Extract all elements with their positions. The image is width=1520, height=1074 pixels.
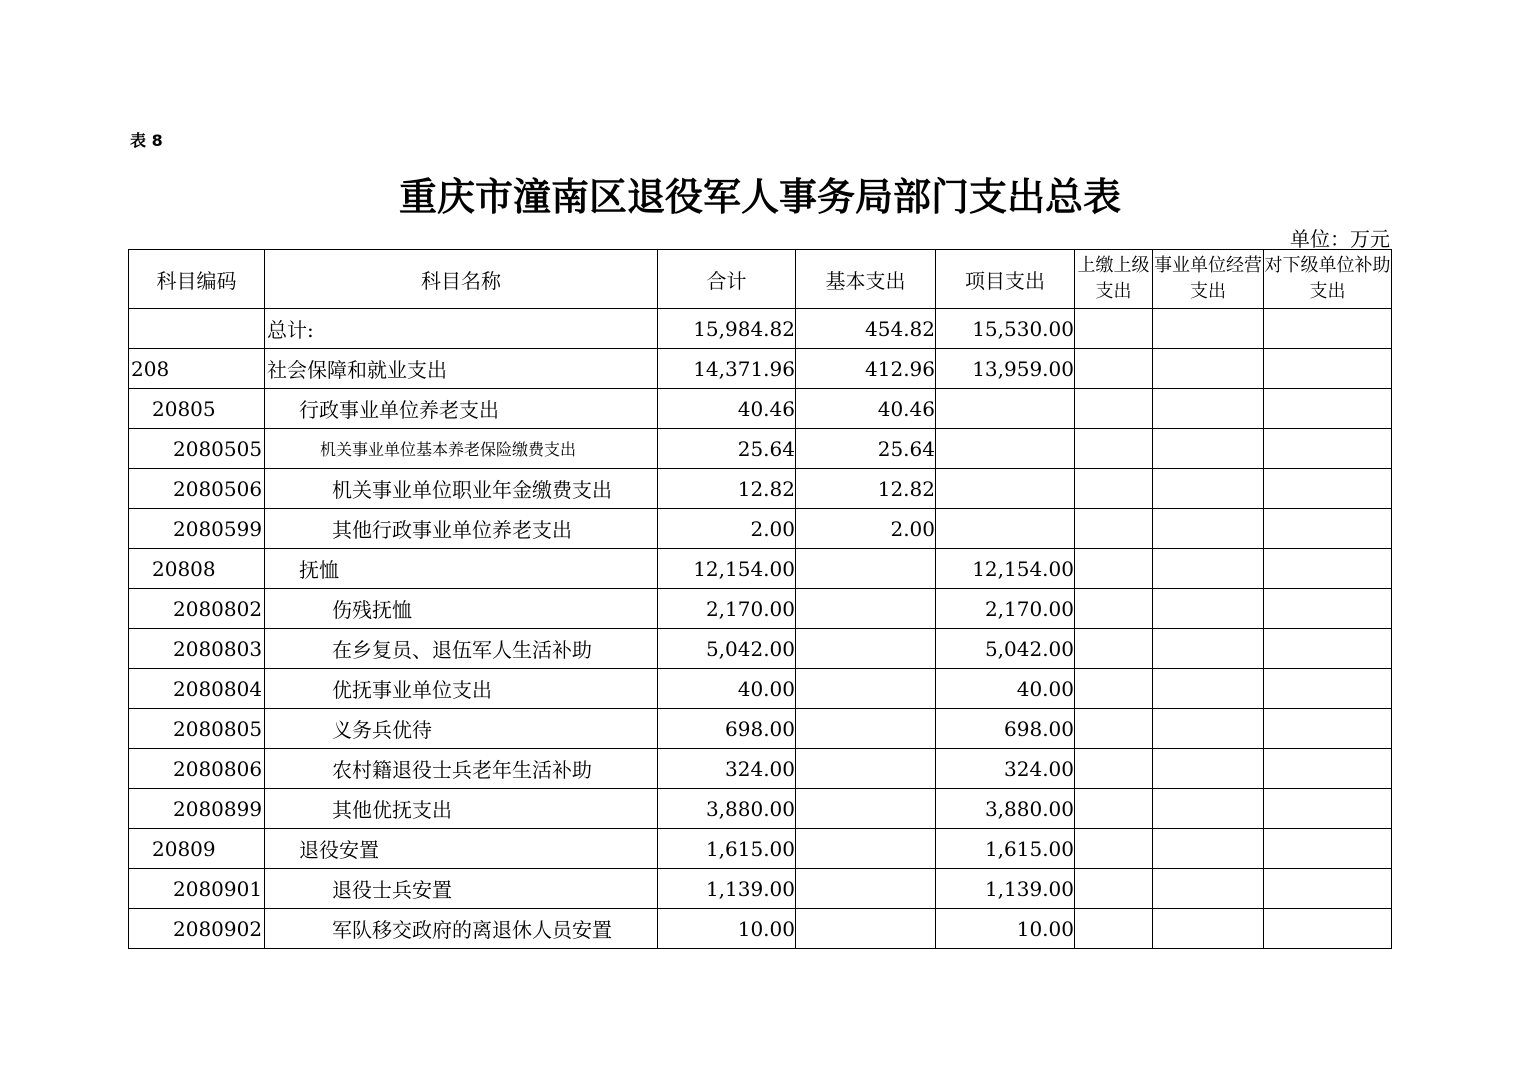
- subsidy-value: [1264, 469, 1392, 509]
- subject-name: 社会保障和就业支出: [265, 349, 658, 389]
- total-value: 2.00: [658, 509, 796, 549]
- subject-name: 机关事业单位职业年金缴费支出: [265, 469, 658, 509]
- project-value: 2,170.00: [936, 589, 1075, 629]
- page-title: 重庆市潼南区退役军人事务局部门支出总表: [398, 175, 1121, 219]
- upper-value: [1075, 749, 1153, 789]
- total-value: 25.64: [658, 429, 796, 469]
- upper-value: [1075, 429, 1153, 469]
- basic-value: [796, 709, 936, 749]
- subject-code: 20809: [129, 829, 265, 869]
- col-header-name: 科目名称: [265, 250, 658, 309]
- upper-value: [1075, 589, 1153, 629]
- total-value: 14,371.96: [658, 349, 796, 389]
- table-row: [129, 509, 1392, 549]
- business-value: [1153, 429, 1264, 469]
- subsidy-value: [1264, 589, 1392, 629]
- project-value: 5,042.00: [936, 629, 1075, 669]
- upper-value: [1075, 829, 1153, 869]
- subsidy-value: [1264, 789, 1392, 829]
- subject-code: 20808: [129, 549, 265, 589]
- total-value: 3,880.00: [658, 789, 796, 829]
- upper-value: [1075, 469, 1153, 509]
- subsidy-value: [1264, 349, 1392, 389]
- total-value: 12.82: [658, 469, 796, 509]
- basic-value: 25.64: [796, 429, 936, 469]
- basic-value: [796, 829, 936, 869]
- subject-name: 机关事业单位基本养老保险缴费支出: [265, 429, 658, 469]
- table-row: [129, 829, 1392, 869]
- subsidy-value: [1264, 869, 1392, 909]
- total-value: 5,042.00: [658, 629, 796, 669]
- project-value: [936, 509, 1075, 549]
- total-value: 2,170.00: [658, 589, 796, 629]
- col-header-subsidy: 对下级单位补助支出: [1264, 250, 1392, 309]
- business-value: [1153, 589, 1264, 629]
- subject-code: 2080901: [129, 869, 265, 909]
- subject-code: 20805: [129, 389, 265, 429]
- subsidy-value: [1264, 509, 1392, 549]
- total-value: 15,984.82: [658, 309, 796, 349]
- subject-name: 总计:: [265, 309, 658, 349]
- table-row: [129, 909, 1392, 949]
- business-value: [1153, 749, 1264, 789]
- subject-code: [129, 309, 265, 349]
- subject-code: 2080899: [129, 789, 265, 829]
- subject-name: 农村籍退役士兵老年生活补助: [265, 749, 658, 789]
- basic-value: [796, 589, 936, 629]
- col-header-project: 项目支出: [936, 250, 1075, 309]
- subsidy-value: [1264, 709, 1392, 749]
- table-row: [129, 389, 1392, 429]
- subject-name: 行政事业单位养老支出: [265, 389, 658, 429]
- business-value: [1153, 829, 1264, 869]
- upper-value: [1075, 709, 1153, 749]
- table-row: [129, 709, 1392, 749]
- business-value: [1153, 309, 1264, 349]
- basic-value: [796, 549, 936, 589]
- table-row: [129, 349, 1392, 389]
- subject-code: 2080599: [129, 509, 265, 549]
- table-row: [129, 629, 1392, 669]
- subsidy-value: [1264, 429, 1392, 469]
- basic-value: [796, 669, 936, 709]
- table-row: [129, 549, 1392, 589]
- unit-label: 单位：万元: [1290, 227, 1390, 251]
- basic-value: [796, 749, 936, 789]
- basic-value: 454.82: [796, 309, 936, 349]
- upper-value: [1075, 909, 1153, 949]
- subsidy-value: [1264, 829, 1392, 869]
- upper-value: [1075, 309, 1153, 349]
- project-value: 40.00: [936, 669, 1075, 709]
- table-row: [129, 309, 1392, 349]
- table-row: [129, 669, 1392, 709]
- total-value: 40.46: [658, 389, 796, 429]
- subsidy-value: [1264, 309, 1392, 349]
- basic-value: 12.82: [796, 469, 936, 509]
- business-value: [1153, 789, 1264, 829]
- subject-code: 2080805: [129, 709, 265, 749]
- subsidy-value: [1264, 549, 1392, 589]
- col-header-total: 合计: [658, 250, 796, 309]
- business-value: [1153, 509, 1264, 549]
- subject-code: 2080803: [129, 629, 265, 669]
- subject-name: 伤残抚恤: [265, 589, 658, 629]
- subject-code: 2080505: [129, 429, 265, 469]
- subject-name: 退役士兵安置: [265, 869, 658, 909]
- business-value: [1153, 549, 1264, 589]
- subject-name: 退役安置: [265, 829, 658, 869]
- col-header-code: 科目编码: [129, 250, 265, 309]
- business-value: [1153, 389, 1264, 429]
- upper-value: [1075, 349, 1153, 389]
- subject-code: 2080506: [129, 469, 265, 509]
- project-value: 698.00: [936, 709, 1075, 749]
- basic-value: [796, 909, 936, 949]
- subject-code: 2080902: [129, 909, 265, 949]
- project-value: [936, 469, 1075, 509]
- project-value: [936, 389, 1075, 429]
- basic-value: 412.96: [796, 349, 936, 389]
- subject-name: 优抚事业单位支出: [265, 669, 658, 709]
- business-value: [1153, 349, 1264, 389]
- upper-value: [1075, 789, 1153, 829]
- project-value: 324.00: [936, 749, 1075, 789]
- subject-code: 2080802: [129, 589, 265, 629]
- project-value: 12,154.00: [936, 549, 1075, 589]
- subject-code: 208: [129, 349, 265, 389]
- table-row: [129, 869, 1392, 909]
- table-row: [129, 789, 1392, 829]
- col-header-business: 事业单位经营支出: [1153, 250, 1264, 309]
- basic-value: [796, 629, 936, 669]
- project-value: 10.00: [936, 909, 1075, 949]
- subsidy-value: [1264, 389, 1392, 429]
- project-value: 1,615.00: [936, 829, 1075, 869]
- subject-code: 2080806: [129, 749, 265, 789]
- upper-value: [1075, 549, 1153, 589]
- project-value: 3,880.00: [936, 789, 1075, 829]
- total-value: 12,154.00: [658, 549, 796, 589]
- table-row: [129, 429, 1392, 469]
- total-value: 40.00: [658, 669, 796, 709]
- upper-value: [1075, 669, 1153, 709]
- basic-value: 40.46: [796, 389, 936, 429]
- subject-name: 抚恤: [265, 549, 658, 589]
- total-value: 1,615.00: [658, 829, 796, 869]
- business-value: [1153, 869, 1264, 909]
- business-value: [1153, 709, 1264, 749]
- project-value: 13,959.00: [936, 349, 1075, 389]
- business-value: [1153, 469, 1264, 509]
- header-row: [129, 250, 1392, 309]
- table-number: 表 8: [130, 131, 163, 150]
- table-row: [129, 749, 1392, 789]
- table-row: [129, 589, 1392, 629]
- business-value: [1153, 669, 1264, 709]
- total-value: 1,139.00: [658, 869, 796, 909]
- expenditure-table: [128, 249, 1392, 949]
- col-header-upper: 上缴上级支出: [1075, 250, 1153, 309]
- total-value: 10.00: [658, 909, 796, 949]
- basic-value: 2.00: [796, 509, 936, 549]
- subsidy-value: [1264, 749, 1392, 789]
- basic-value: [796, 789, 936, 829]
- subject-name: 其他优抚支出: [265, 789, 658, 829]
- business-value: [1153, 629, 1264, 669]
- upper-value: [1075, 389, 1153, 429]
- upper-value: [1075, 629, 1153, 669]
- project-value: [936, 429, 1075, 469]
- subject-name: 军队移交政府的离退休人员安置: [265, 909, 658, 949]
- upper-value: [1075, 869, 1153, 909]
- subject-name: 其他行政事业单位养老支出: [265, 509, 658, 549]
- subject-name: 义务兵优待: [265, 709, 658, 749]
- subsidy-value: [1264, 909, 1392, 949]
- subject-name: 在乡复员、退伍军人生活补助: [265, 629, 658, 669]
- upper-value: [1075, 509, 1153, 549]
- subsidy-value: [1264, 629, 1392, 669]
- total-value: 698.00: [658, 709, 796, 749]
- basic-value: [796, 869, 936, 909]
- total-value: 324.00: [658, 749, 796, 789]
- project-value: 1,139.00: [936, 869, 1075, 909]
- subject-code: 2080804: [129, 669, 265, 709]
- table-row: [129, 469, 1392, 509]
- business-value: [1153, 909, 1264, 949]
- project-value: 15,530.00: [936, 309, 1075, 349]
- subsidy-value: [1264, 669, 1392, 709]
- col-header-basic: 基本支出: [796, 250, 936, 309]
